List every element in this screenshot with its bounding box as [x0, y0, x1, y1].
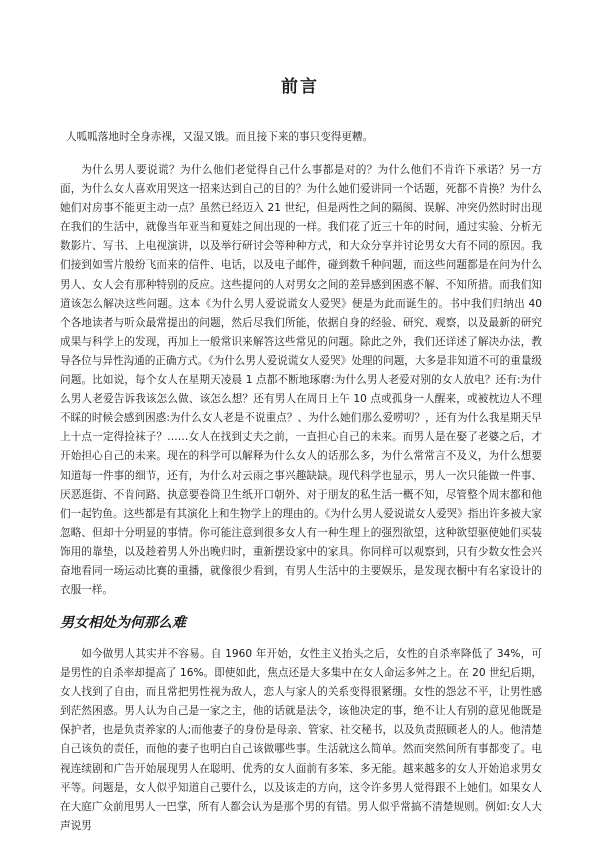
section-heading: 男女相处为何那么难 — [60, 615, 186, 631]
page-title: 前言 — [281, 77, 319, 97]
section-body-paragraph: 如今做男人其实并不容易。自 1960 年开始，女性主义抬头之后，女性的自杀率降低了 34%，可是男性的自杀率却提高了 16%。即使如此，焦点还是大多集中在女人命运多舛之上。在 20 世纪后期，女人找到了自由，而且常把男性视为敌人，恋人与家人的关系变得很紧绷。女性的怨忿不平，让男性感到茫然困惑。男人认为自己是一家之主，他的话就是法令，该他决定的事，绝不让人有别的意见他既是保护者，也是负责养家的人;而他妻子的身份是母亲、管家、社交秘书，以及负责照顾老人的人。他清楚自己该负的责任，而他的妻子也明白自己该做哪些事。生活就这么简单。然而突然间所有事都变了。电视连续剧和广告开始展现男人在聪明、优秀的女人面前有多笨、多无能。越来越多的女人开始追求男女平等。问题是，女人似乎知道自己要什么，以及该走的方向，这令许多男人觉得跟不上她们。如果女人在大庭广众前甩男人一巴掌，所有人都会认为是那个男的有错。男人似乎常搞不清楚规则。例如:女人大声说男 — [60, 648, 542, 832]
preface-body-paragraph: 为什么男人要说谎？为什么他们老觉得自己什么事都是对的？为什么他们不肯许下承诺？另一方面，为什么女人喜欢用哭这一招来达到自己的目的？为什么她们爱讲同一个话题，死都不肯换？为什么她们对房事不能更主动一点？虽然已经迈入 21 世纪，但是两性之间的隔阂、误解、冲突仍然时时出现在我们的生活中，就像当年亚当和夏娃之间出现的一样。我们花了近三十年的时间，通过实验、分析无数影片、写书、上电视演讲，以及举行研讨会等种种方式，和大众分享并讨论男女大有不同的原因。我们接到如雪片般纷飞而来的信件、电话，以及电子邮件，碰到数千种问题，而这些问题都是在问为什么男人、女人会有那种特别的反应。这些提问的人对男女之间的差异感到困惑不解、不知所措。而我们知道该怎么解决这些问题。这本《为什么男人爱说谎女人爱哭》便是为此而诞生的。书中我们归纳出 40 个各地读者与听众最常提出的问题，然后尽我们所能，依据自身的经验、研究、观察，以及最新的研究成果与科学上的发现，再加上一般常识来解答这些常见的问题。除此之外，我们还详述了解决办法，教导各位与异性沟通的正确方式。《为什么男人爱说谎女人爱哭》处理的问题，大多是非知道不可的重量级问题。比如说，每个女人在星期天凌晨 1 点都不断地琢磨:为什么男人老爱对别的女人放电？还有:为什么男人老爱告诉我该怎么做、该怎么想？还有男人在周日上午 10 点或孤身一人醒来，或被枕边人不理不睬的时候会感到困惑:为什么女人老是不说重点？、为什么她们那么爱唠叨？，还有为什么我星期天早上十点一定得捡袜子？……女人在找到丈夫之前，一直担心自己的未来。而男人是在娶了老婆之后，才开始担心自己的未来。现在的科学可以解释为什么女人的话那么多，为什么常常言不及义，为什么想要知道每一件事的细节，还有，为什么对云雨之事兴趣缺缺。现代科学也显示，男人一次只能做一件事、厌恶逛街、不肯问路、执意要卷筒卫生纸开口朝外、对于朋友的私生活一概不知，尽管整个周末都和他们一起钓鱼。这些都是有其演化上和生物学上的理由的。《为什么男人爱说谎女人爱哭》指出许多被大家忽略、但却十分明显的事情。你可能注意到很多女人有一种生理上的强烈欲望，这种欲望驱使她们买装饰用的靠垫，以及趁着男人外出晚归时，重新摆设家中的家具。你同样可以观察到，只有少数女性会兴奋地看同一场运动比赛的重播，就像很少看到，有男人生活中的主要娱乐，是发现衣橱中有名家设计的衣服一样。 — [60, 164, 543, 597]
opening-paragraph: 人呱呱落地时全身赤裸，又湿又饿。而且接下来的事只变得更糟。 — [66, 131, 374, 143]
